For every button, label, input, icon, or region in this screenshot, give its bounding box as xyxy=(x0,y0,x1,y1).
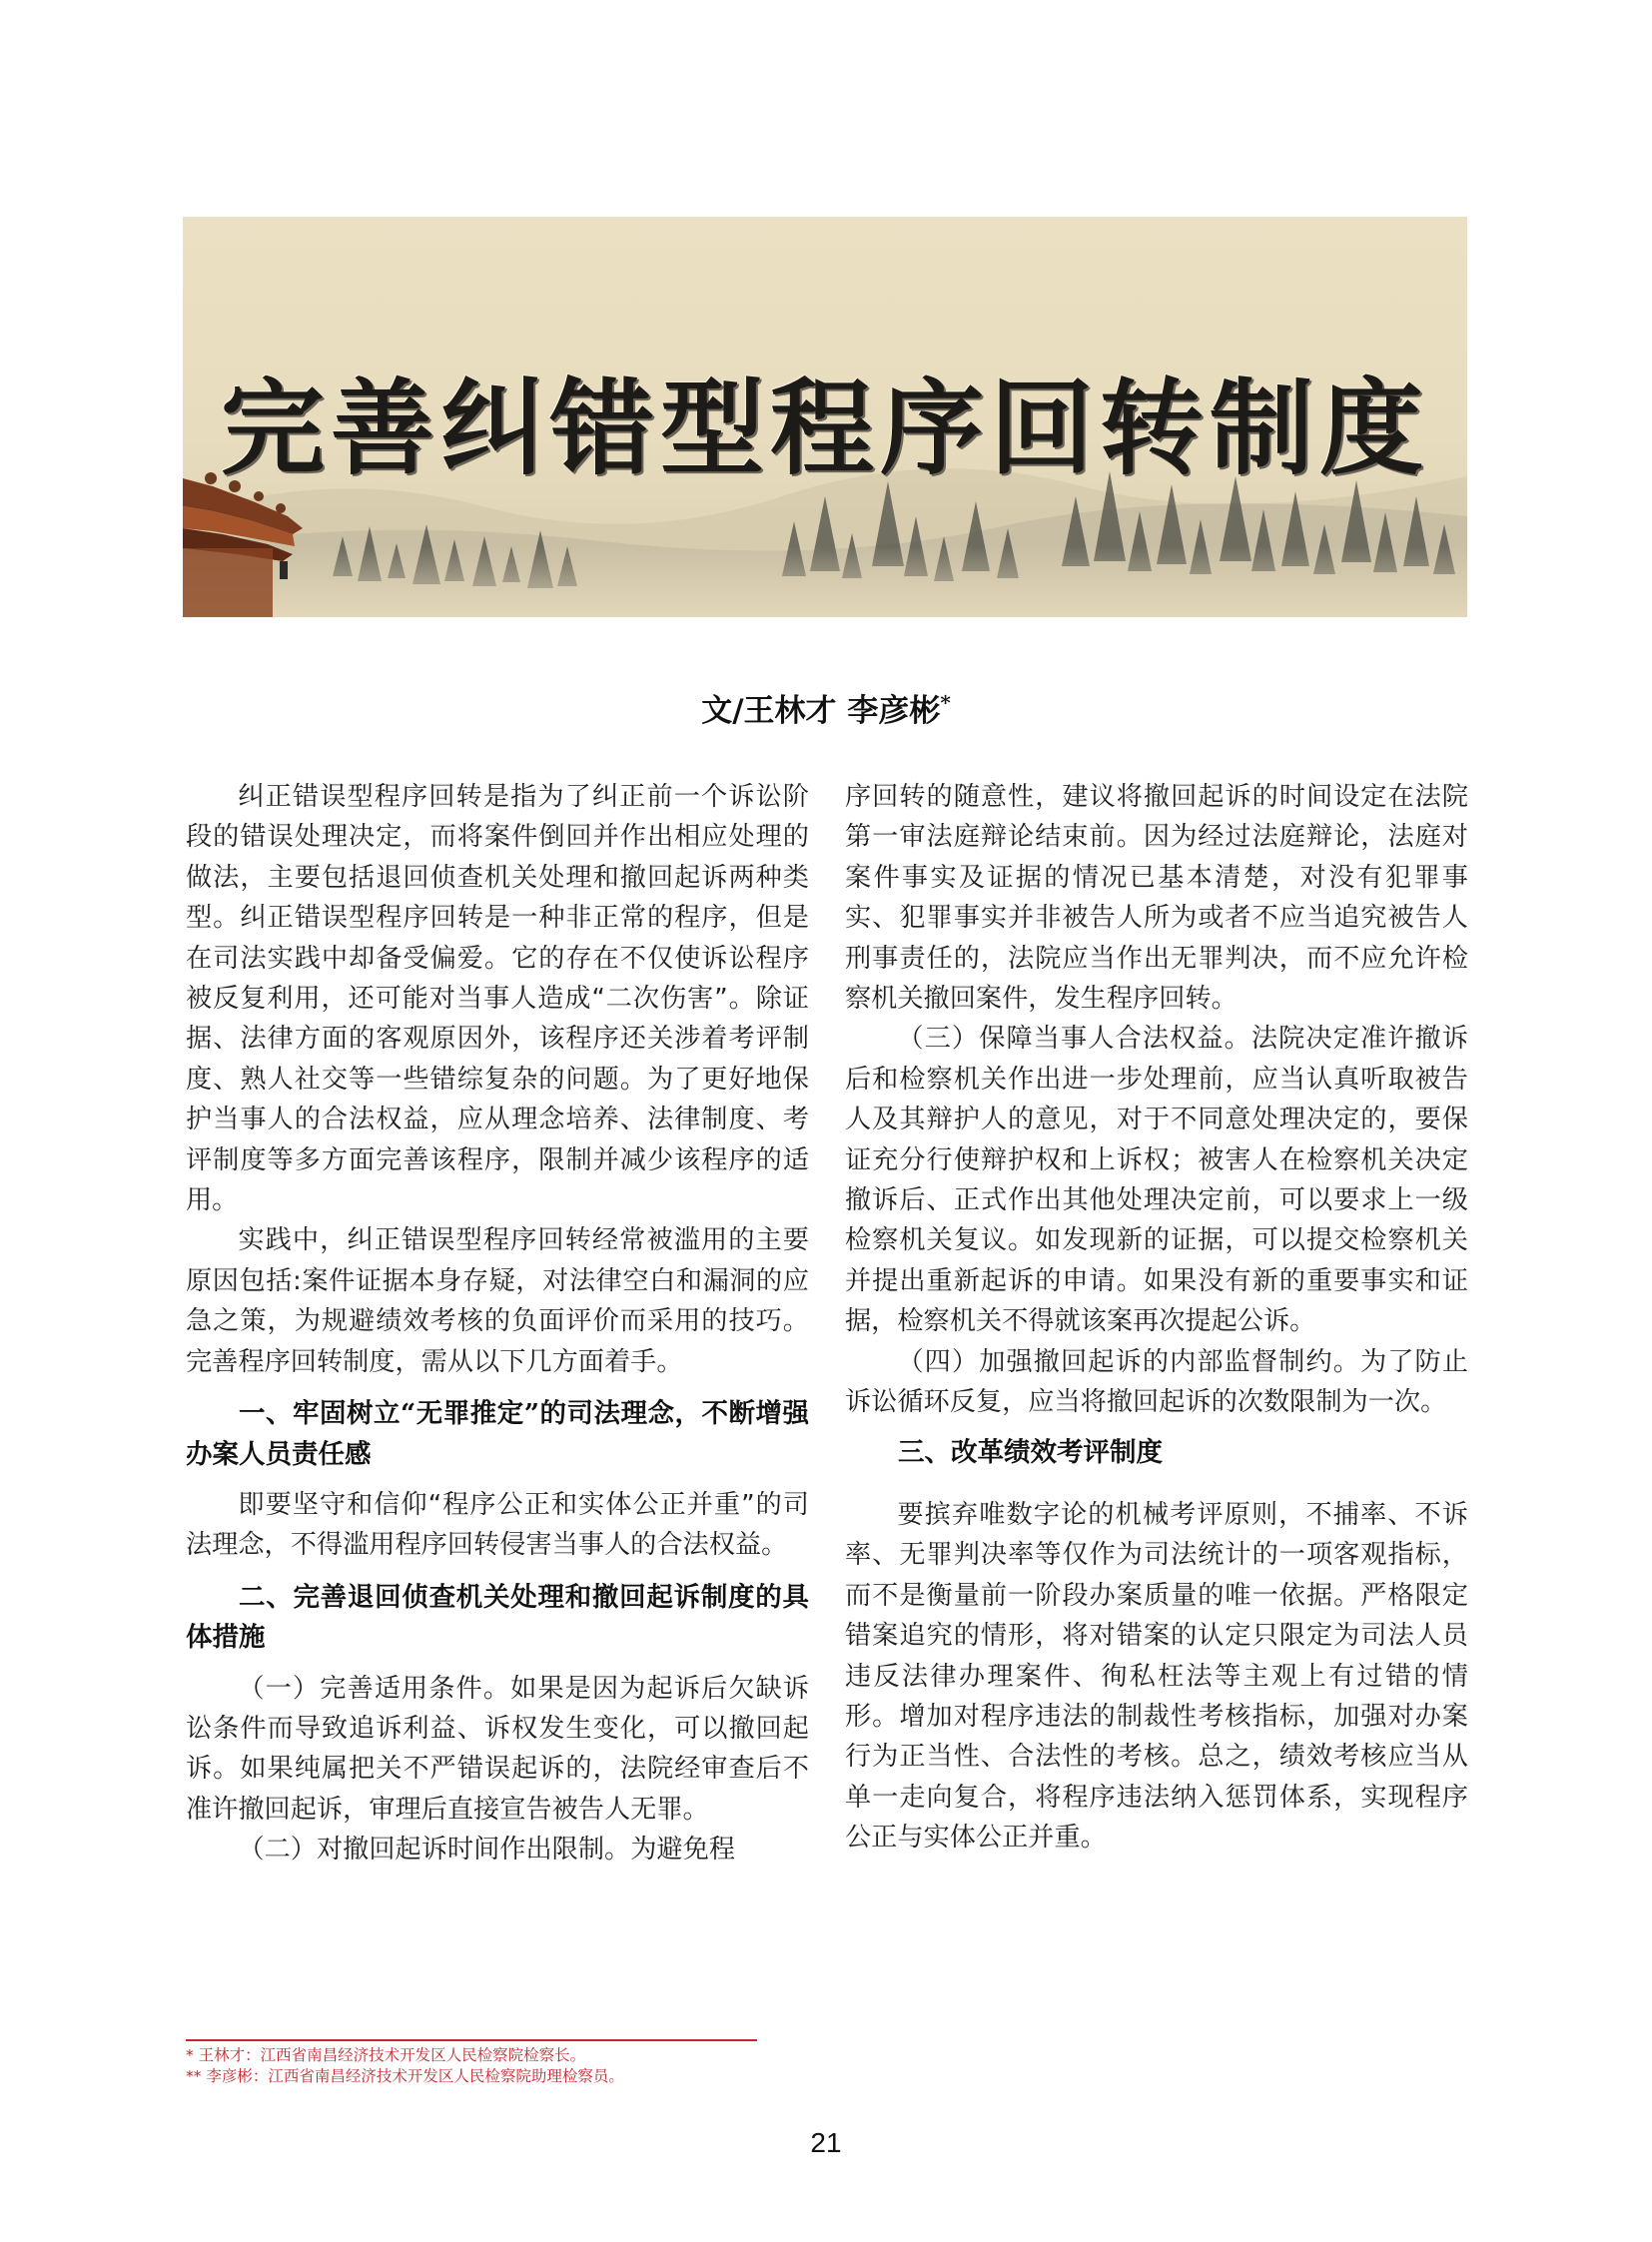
author-footnote-mark: * xyxy=(940,690,951,715)
footnote-1: * 王林才：江西省南昌经济技术开发区人民检察院检察长。 xyxy=(186,2046,586,2064)
left-column xyxy=(186,777,809,1870)
section-heading-1: 一、牢固树立“无罪推定”的司法理念，不断增强办案人员责任感 xyxy=(186,1398,809,1470)
author-byline xyxy=(0,685,1652,730)
title-banner xyxy=(183,217,1467,617)
footnote-divider xyxy=(186,2039,757,2041)
measure-4-paragraph: （四）加强撤回起诉的内部监督制约。为了防止诉讼循环反复，应当将撤回起诉的次数限制为一次。 xyxy=(845,1346,1468,1418)
footnotes xyxy=(186,2045,885,2087)
section-heading-2: 二、完善退回侦查机关处理和撤回起诉制度的具体措施 xyxy=(186,1581,809,1654)
section-heading-3: 三、改革绩效考评制度 xyxy=(898,1436,1163,1468)
section-3-paragraph: 要摈弃唯数字论的机械考评原则，不捕率、不诉率、无罪判决率等仅作为司法统计的一项客观指标，而不是衡量前一阶段办案质量的唯一依据。严格限定错案追究的情形，将对错案的认定只限定为司法人员违反法律办理案件、徇私枉法等主观上有过错的情形。增加对程序违法的制裁性考核指标，加强对办案行为正当性、合法性的考核。总之，绩效考核应当从单一走向复合，将程序违法纳入惩罚体系，实现程序公正与实体公正并重。 xyxy=(845,1499,1468,1854)
page-number: 21 xyxy=(810,2127,842,2158)
measure-2-continued-paragraph: 序回转的随意性，建议将撤回起诉的时间设定在法院第一审法庭辩论结束前。因为经过法庭辩论，法庭对案件事实及证据的情况已基本清楚，对没有犯罪事实、犯罪事实并非被告人所为或者不应当追究被告人刑事责任的，法院应当作出无罪判决，而不应允许检察机关撤回案件，发生程序回转。 xyxy=(845,782,1468,1015)
author-names: 文/王林才 李彦彬 xyxy=(701,693,941,729)
causes-paragraph: 实践中，纠正错误型程序回转经常被滥用的主要原因包括:案件证据本身存疑，对法律空白和漏洞的应急之策，为规避绩效考核的负面评价而采用的技巧。完善程序回转制度，需从以下几方面着手。 xyxy=(186,1225,809,1377)
measure-2-paragraph: （二）对撤回起诉时间作出限制。为避免程 xyxy=(238,1835,735,1866)
right-column xyxy=(845,777,1468,1859)
section-1-paragraph: 即要坚守和信仰“程序公正和实体公正并重”的司法理念，不得滥用程序回转侵害当事人的合法权益。 xyxy=(186,1489,809,1561)
measure-3-paragraph: （三）保障当事人合法权益。法院决定准许撤诉后和检察机关作出进一步处理前，应当认真听取被告人及其辩护人的意见，对于不同意处理决定的，要保证充分行使辩护权和上诉权；被害人在检察机关决定撤诉后、正式作出其他处理决定前，可以要求上一级检察机关复议。如发现新的证据，可以提交检察机关并提出重新起诉的申请。如果没有新的重要事实和证据，检察机关不得就该案再次提起公诉。 xyxy=(845,1024,1468,1337)
intro-paragraph: 纠正错误型程序回转是指为了纠正前一个诉讼阶段的错误处理决定，而将案件倒回并作出相应处理的做法，主要包括退回侦查机关处理和撤回起诉两种类型。纠正错误型程序回转是一种非正常的程序，但是在司法实践中却备受偏爱。它的存在不仅使诉讼程序被反复利用，还可能对当事人造成“二次伤害”。除证据、法律方面的客观原因外，该程序还关涉着考评制度、熟人社交等一些错综复杂的问题。为了更好地保护当事人的合法权益，应从理念培养、法律制度、考评制度等多方面完善该程序，限制并减少该程序的适用。 xyxy=(186,782,809,1216)
footnote-2: ** 李彦彬：江西省南昌经济技术开发区人民检察院助理检察员。 xyxy=(186,2067,624,2085)
page-title: 完善纠错型程序回转制度 xyxy=(220,368,1429,489)
measure-1-paragraph: （一）完善适用条件。如果是因为起诉后欠缺诉讼条件而导致追诉利益、诉权发生变化，可以撤回起诉。如果纯属把关不严错误起诉的，法院经审查后不准许撤回起诉，审理后直接宣告被告人无罪。 xyxy=(186,1673,809,1825)
